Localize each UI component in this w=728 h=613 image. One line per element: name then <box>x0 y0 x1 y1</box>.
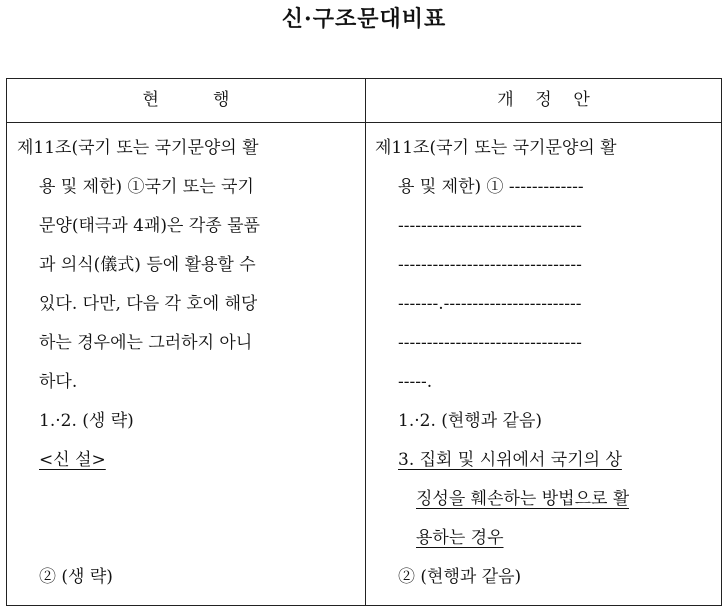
revised-line: -----. <box>398 372 433 392</box>
current-line: 용 및 제한) ①국기 또는 국기 <box>39 177 254 197</box>
header-revised: 개 정 안 <box>497 90 590 110</box>
current-line: 하다. <box>39 372 78 392</box>
revised-line: -------------------------------- <box>398 333 582 353</box>
current-line: 1.·2. (생 략) <box>39 411 134 431</box>
revised-line: -------.------------------------ <box>398 294 582 314</box>
column-divider <box>365 79 366 605</box>
comparison-table <box>6 78 722 606</box>
current-line: ② (생 략) <box>39 567 113 587</box>
current-line: 있다. 다만, 다음 각 호에 해당 <box>39 294 258 314</box>
revised-added-line: 용하는 경우 <box>416 528 504 548</box>
revised-line: 용 및 제한) ① ------------- <box>398 177 584 197</box>
current-line: 문양(태극과 4괘)은 각종 물품 <box>39 216 260 236</box>
current-line: 제11조(국기 또는 국기문양의 활 <box>17 138 259 158</box>
revised-line: 제11조(국기 또는 국기문양의 활 <box>375 138 617 158</box>
current-line: 하는 경우에는 그러하지 아니 <box>39 333 253 353</box>
new-provision-marker: <신 설> <box>39 450 106 470</box>
revised-line: ② (현행과 같음) <box>398 567 522 587</box>
current-line: 과 의식(儀式) 등에 활용할 수 <box>39 255 256 275</box>
revised-line: -------------------------------- <box>398 216 582 236</box>
revised-added-line: 징성을 훼손하는 방법으로 활 <box>416 489 630 509</box>
header-current: 현 행 <box>142 90 230 110</box>
revised-line: -------------------------------- <box>398 255 582 275</box>
revised-added-line: 3. 집회 및 시위에서 국기의 상 <box>398 450 622 470</box>
document-title: 신·구조문대비표 <box>281 6 447 32</box>
revised-line: 1.·2. (현행과 같음) <box>398 411 543 431</box>
header-divider <box>7 122 721 123</box>
